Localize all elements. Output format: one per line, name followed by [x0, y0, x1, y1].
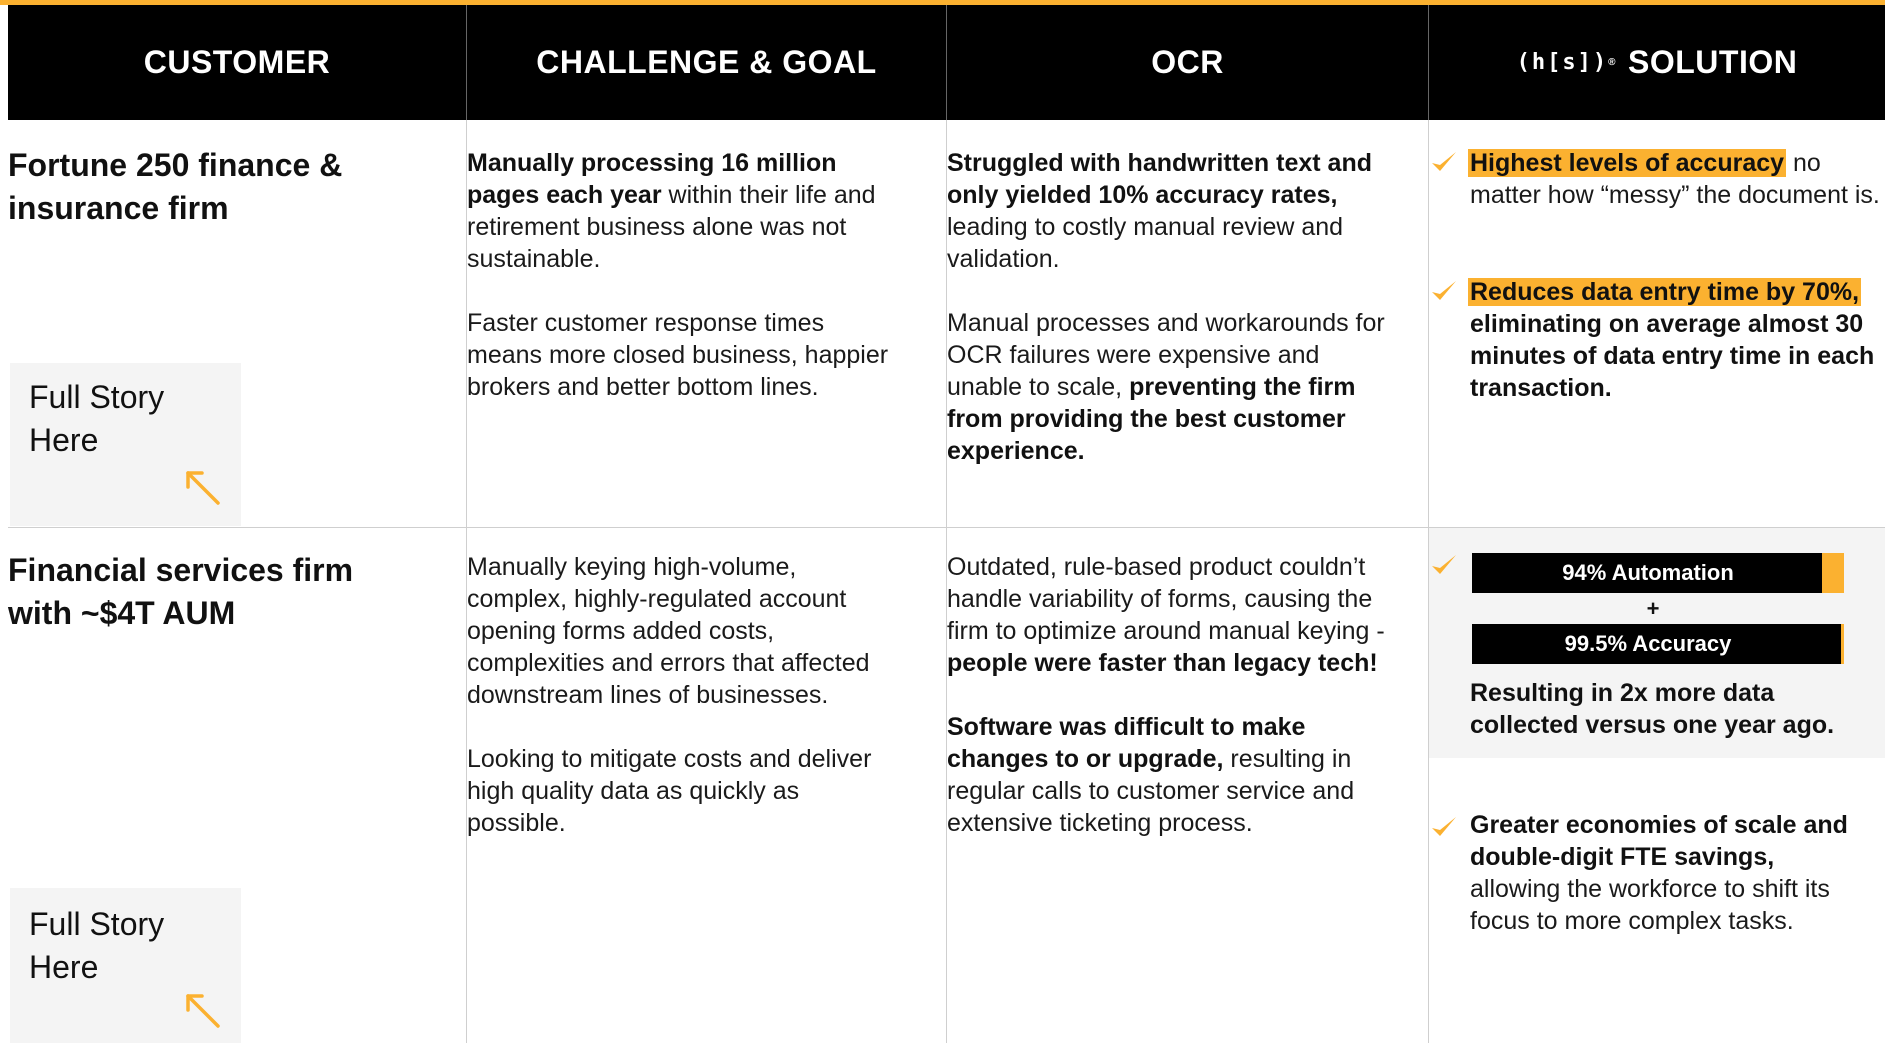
challenge-text: [467, 147, 897, 403]
solution-text: no matter how “messy” the document is.: [1470, 149, 1880, 209]
ocr-text-run: Manual processes and workarounds for OCR failures were expensive and unable to scale,: [947, 309, 1385, 401]
customer-name: [8, 549, 353, 635]
challenge-text-run: Looking to mitigate costs and deliver high quality data as quickly as possible.: [467, 745, 872, 837]
solution-text: eliminating on average almost 30 minutes of data entry time in each transaction.: [1470, 310, 1875, 402]
solution-text: allowing the workforce to shift its focus to more complex tasks.: [1470, 875, 1830, 935]
challenge-paragraph: [467, 551, 897, 711]
plus-sign: +: [1646, 596, 1660, 621]
solution-highlight: Reduces data entry time by 70%,: [1470, 278, 1860, 306]
ocr-text: [947, 147, 1387, 467]
ocr-paragraph: [947, 307, 1387, 467]
challenge-paragraph: [467, 147, 897, 275]
ocr-text-run: Outdated, rule-based product couldn’t handle variability of forms, causing the firm to optimize around manual keying -: [947, 553, 1385, 645]
challenge-bold: Manually processing 16 million pages each year: [467, 149, 837, 209]
header-challenge: CHALLENGE & GOAL: [536, 44, 877, 80]
solution-point: [1470, 809, 1870, 937]
ocr-text-run: resulting in regular calls to customer service and extensive ticketing process.: [947, 745, 1355, 837]
ocr-text-run: leading to costly manual review and validation.: [947, 213, 1344, 273]
full-story-line[interactable]: Here: [29, 949, 99, 985]
full-story-line[interactable]: Full Story: [29, 906, 165, 942]
automation-stat-label: 94% Automation: [1562, 560, 1734, 585]
customer-name-line: Fortune 250 finance &: [8, 147, 343, 183]
solution-result: Resulting in 2x more data collected versus one year ago.: [1470, 679, 1835, 739]
solution-bold: Greater economies of scale and double-digit FTE savings,: [1470, 811, 1848, 871]
challenge-text-run: within their life and retirement business alone was not sustainable.: [467, 181, 876, 273]
automation-stat-fill: [1822, 553, 1844, 593]
header-solution: [1429, 5, 1885, 120]
customer-name-line: insurance firm: [8, 190, 229, 226]
accuracy-stat-fill: [1841, 624, 1844, 664]
challenge-text: [467, 551, 897, 839]
registered-mark: ®: [1608, 57, 1617, 68]
ocr-bold: preventing the firm from providing the best customer experience.: [947, 373, 1356, 465]
automation-stat-bar: [1472, 553, 1844, 593]
ocr-bold: people were faster than legacy tech!: [947, 649, 1378, 677]
full-story-link[interactable]: [10, 363, 241, 526]
ocr-paragraph: [947, 551, 1387, 679]
hs-logo: (h[s]): [1516, 50, 1609, 75]
full-story-label[interactable]: [29, 903, 164, 989]
header-solution-label: SOLUTION: [1628, 44, 1798, 80]
full-story-line[interactable]: Here: [29, 422, 99, 458]
accuracy-stat-label: 99.5% Accuracy: [1564, 631, 1732, 656]
checkmark-icon: [1430, 150, 1458, 174]
ocr-paragraph: [947, 147, 1387, 275]
full-story-link[interactable]: [10, 888, 241, 1043]
checkmark-icon: [1430, 553, 1458, 577]
arrow-up-left-icon: [182, 467, 222, 507]
solution-point: [1470, 276, 1880, 404]
challenge-text-run: Faster customer response times means more closed business, happier brokers and better bottom lines.: [467, 309, 889, 401]
ocr-bold: Struggled with handwritten text and only yielded 10% accuracy rates,: [947, 149, 1372, 209]
ocr-bold: Software was difficult to make changes to or upgrade,: [947, 713, 1306, 773]
solution-highlight: Highest levels of accuracy: [1470, 149, 1785, 177]
solution-point: [1470, 147, 1880, 211]
challenge-paragraph: [467, 307, 897, 403]
arrow-up-left-icon: [182, 990, 222, 1030]
accuracy-stat-bar: [1472, 624, 1844, 664]
checkmark-icon: [1430, 279, 1458, 303]
customer-name-line: Financial services firm: [8, 552, 354, 588]
challenge-paragraph: [467, 743, 897, 839]
header-customer: CUSTOMER: [143, 44, 331, 80]
customer-name-line: with ~$4T AUM: [8, 595, 236, 631]
ocr-paragraph: [947, 711, 1387, 839]
full-story-label[interactable]: [29, 376, 164, 462]
header-ocr: OCR: [1151, 44, 1224, 80]
full-story-line[interactable]: Full Story: [29, 379, 165, 415]
ocr-text: [947, 551, 1387, 839]
customer-name: [8, 144, 342, 230]
checkmark-icon: [1430, 815, 1458, 839]
challenge-text-run: Manually keying high-volume, complex, highly-regulated account opening forms added costs, complexities and errors that affected downstream lines of businesses.: [467, 553, 870, 709]
